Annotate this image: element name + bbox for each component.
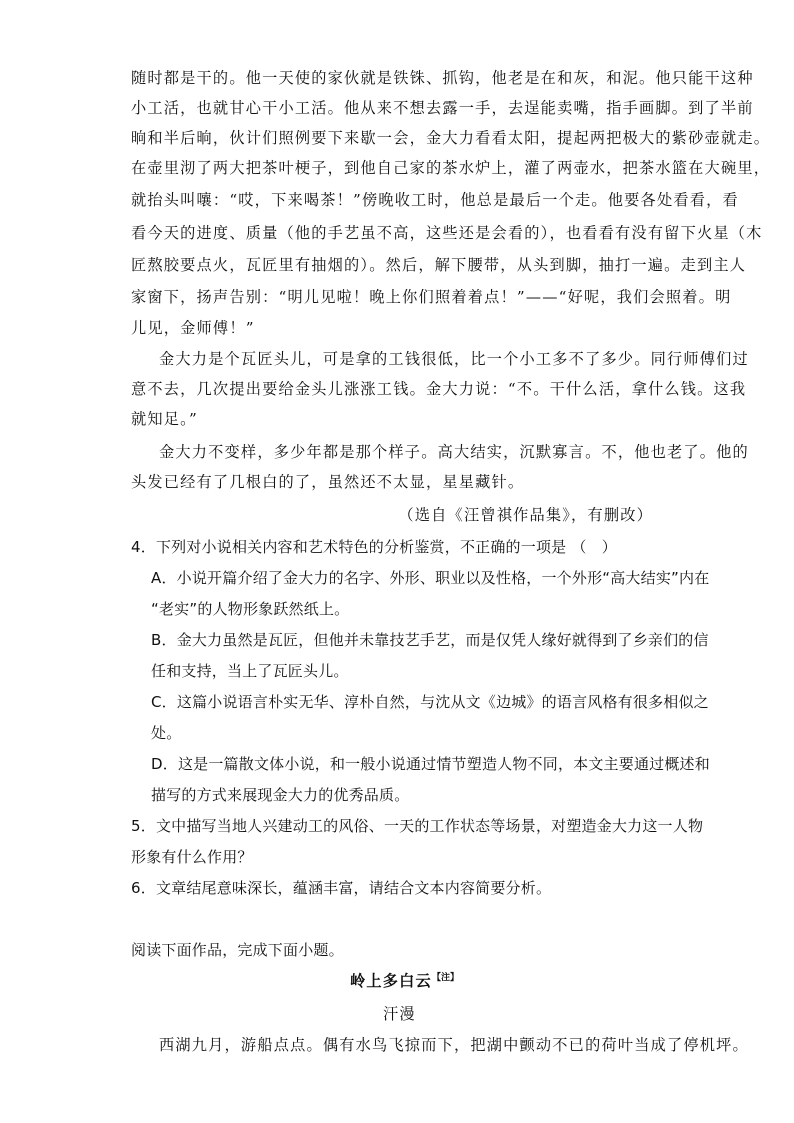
story-line: 就知足。” — [131, 410, 198, 428]
question-4-stem: 4．下列对小说相关内容和艺术特色的分析鉴赏，不正确的一项是 （ ） — [131, 538, 617, 556]
story-line: 意不去，几次提出要给金头儿涨涨工钱。金大力说：“不。干什么活，拿什么钱。这我 — [131, 380, 747, 398]
note-mark: 【注】 — [431, 973, 459, 983]
article-title — [350, 970, 459, 991]
question-4-option-d: D．这是一篇散文体小说，和一般小说通过情节塑造人物不同，本文主要通过概述和 — [151, 755, 710, 773]
story-line: 家窗下，扬声告别：“明儿见啦！晚上你们照着着点！”——“好呢，我们会照着。明 — [131, 288, 732, 306]
question-4-option-c-cont: 处。 — [151, 724, 182, 742]
article-author: 汗漫 — [383, 1005, 416, 1023]
story-line: 头发已经有了几根白的了，虽然还不太显，星星藏针。 — [131, 473, 525, 491]
article-title-text: 岭上多白云 — [350, 972, 432, 991]
article-first-line: 西湖九月，游船点点。偶有水鸟飞掠而下，把湖中颤动不已的荷叶当成了停机坪。 — [159, 1036, 749, 1054]
reading-instruction: 阅读下面作品，完成下面小题。 — [131, 941, 344, 959]
story-line: 随时都是干的。他一天使的家伙就是铁铢、抓钩，他老是在和灰，和泥。他只能干这种 — [131, 69, 754, 87]
story-line: 晌和半后晌，伙计们照例要下来歇一会，金大力看看太阳，提起两把极大的紫砂壶就走。 — [131, 129, 771, 147]
question-5-cont: 形象有什么作用？ — [131, 848, 253, 866]
question-4-option-c: C．这篇小说语言朴实无华、淳朴自然，与沈从文《边城》的语言风格有很多相似之 — [151, 693, 709, 711]
question-5: 5．文中描写当地人兴建动工的风俗、一天的工作状态等场景，对塑造金大力这一人物 — [131, 817, 704, 835]
story-line: 匠熬胶要点火，瓦匠里有抽烟的）。然后，解下腰带，从头到脚，抽打一遍。走到主人 — [131, 256, 747, 274]
question-4-option-a-cont: “老实”的人物形象跃然纸上。 — [151, 600, 350, 618]
story-line: 儿见，金师傅！” — [131, 319, 255, 337]
story-line: 小工活，也就甘心干小工活。他从来不想去露一手，去逞能卖嘴，指手画脚。到了半前 — [131, 99, 754, 117]
question-4-option-b-cont: 任和支持，当上了瓦匠头儿。 — [151, 662, 349, 680]
question-4-option-b: B．金大力虽然是瓦匠，但他并未靠技艺手艺，而是仅凭人缘好就得到了乡亲们的信 — [151, 631, 709, 649]
story-line: 金大力是个瓦匠头儿，可是拿的工钱很低，比一个小工多不了多少。同行师傅们过 — [159, 350, 749, 368]
story-line: 看今天的进度、质量（他的手艺虽不高，这些还是会看的），也看看有没有留下火星（木 — [131, 224, 763, 242]
question-4-option-d-cont: 描写的方式来展现金大力的优秀品质。 — [151, 786, 410, 804]
story-line: 在壶里沏了两大把茶叶梗子，到他自己家的茶水炉上，灌了两壶水，把茶水篮在大碗里， — [131, 159, 771, 177]
story-line: 就抬头叫嚷：“哎，下来喝茶！”傍晚收工时，他总是最后一个走。他要各处看看，看 — [131, 191, 739, 209]
story-line: 金大力不变样，多少年都是那个样子。高大结实，沉默寡言。不，他也老了。他的 — [159, 443, 749, 461]
source-citation: （选自《汪曾祺作品集》，有删改） — [398, 506, 653, 524]
question-4-option-a: A．小说开篇介绍了金大力的名字、外形、职业以及性格，一个外形“高大结实”内在 — [151, 569, 710, 587]
question-6: 6．文章结尾意味深长，蕴涵丰富，请结合文本内容简要分析。 — [131, 879, 552, 897]
